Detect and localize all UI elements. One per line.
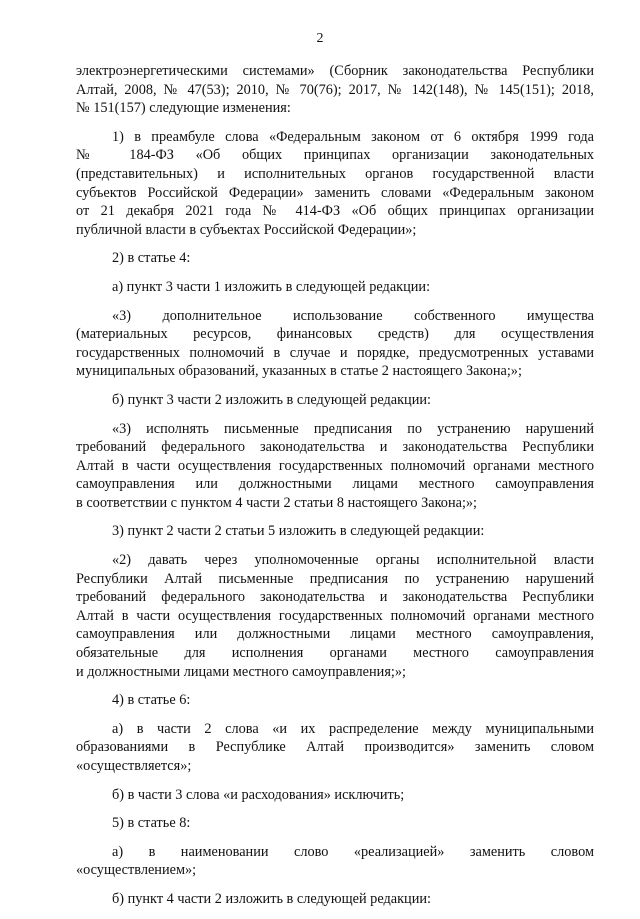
text-line: образованиями в Республике Алтай производится» заменить словом xyxy=(76,739,594,756)
text-line: «осуществляется»; xyxy=(76,758,192,774)
text-line: от 21 декабря 2021 года № 414-ФЗ «Об общих принципах организации xyxy=(76,203,594,220)
text-line: 4) в статье 6: xyxy=(112,692,191,709)
text-line: Алтай, 2008, № 47(53); 2010, № 70(76); 2017, № 142(148), № 145(151); 2018, xyxy=(76,81,594,98)
text-line: «3) исполнять письменные предписания по устранению нарушений xyxy=(112,420,594,437)
text-line: самоуправления или должностными лицами местного самоуправления xyxy=(76,476,594,493)
text-line: б) пункт 3 части 2 изложить в следующей редакции: xyxy=(112,391,431,408)
text-line: № 184-ФЗ «Об общих принципах организации законодательных xyxy=(76,147,594,164)
text-line: Республики Алтай письменные предписания по устранению нарушений xyxy=(76,570,594,587)
document-body xyxy=(76,62,594,919)
text-line: 3) пункт 2 части 2 статьи 5 изложить в следующей редакции: xyxy=(112,523,485,540)
text-line: а) в наименовании слово «реализацией» заменить словом xyxy=(112,843,594,860)
paragraph xyxy=(76,249,594,268)
paragraph xyxy=(76,890,594,909)
text-line: 5) в статье 8: xyxy=(112,815,191,832)
text-line: № 151(157) следующие изменения: xyxy=(76,100,291,117)
paragraph xyxy=(76,278,594,297)
text-line: «2) давать через уполномоченные органы исполнительной власти xyxy=(112,552,594,569)
paragraph xyxy=(76,128,594,240)
text-line: субъектов Российской Федерации» заменить словами «Федеральным законом xyxy=(76,184,594,201)
paragraph xyxy=(76,420,594,513)
text-line: государственных полномочий в случае и порядке, предусмотренных уставами xyxy=(76,344,594,361)
paragraph xyxy=(76,814,594,833)
text-line: и должностными лицами местного самоуправления;»; xyxy=(76,663,407,680)
text-line: а) пункт 3 части 1 изложить в следующей редакции: xyxy=(112,278,431,295)
paragraph xyxy=(76,691,594,710)
paragraph xyxy=(76,843,594,880)
text-line: 1) в преамбуле слова «Федеральным законом от 6 октября 1999 года xyxy=(112,128,594,145)
paragraph xyxy=(76,786,594,805)
text-line: «3) дополнительное использование собственного имущества xyxy=(112,307,594,324)
text-line: (материальных ресурсов, финансовых средств) для осуществления xyxy=(76,326,594,343)
text-line: «осуществлением»; xyxy=(76,862,197,879)
paragraph xyxy=(76,391,594,410)
text-line: (представительных) и исполнительных органов государственной власти xyxy=(76,165,594,182)
text-line: публичной власти в субъектах Российской Федерации»; xyxy=(76,221,417,238)
text-line: 2) в статье 4: xyxy=(112,250,191,267)
text-line: обязательные для исполнения органами местного самоуправления xyxy=(76,645,594,662)
text-line: б) в части 3 слова «и расходования» исключить; xyxy=(112,786,405,803)
text-line: а) в части 2 слова «и их распределение между муниципальными xyxy=(112,720,594,737)
paragraph xyxy=(76,307,594,381)
text-line: требований федерального законодательства и законодательства Республики xyxy=(76,439,594,456)
paragraph xyxy=(76,551,594,681)
text-line: муниципальных образований, указанных в статье 2 настоящего Закона;»; xyxy=(76,363,522,380)
text-line: требований федерального законодательства и законодательства Республики xyxy=(76,589,594,606)
text-line: Алтай в части осуществления государственных полномочий органами местного xyxy=(76,607,594,624)
paragraph xyxy=(76,62,594,118)
text-line: самоуправления или должностными лицами местного самоуправления, xyxy=(76,626,594,643)
paragraph xyxy=(76,522,594,541)
text-line: б) пункт 4 части 2 изложить в следующей редакции: xyxy=(112,890,431,907)
page-number: 2 xyxy=(316,31,324,46)
text-line: в соответствии с пунктом 4 части 2 статьи 8 настоящего Закона;»; xyxy=(76,494,478,511)
text-line: Алтай в части осуществления государственных полномочий органами местного xyxy=(76,457,594,474)
text-line: электроэнергетическими системами» (Сборник законодательства Республики xyxy=(76,63,594,79)
paragraph xyxy=(76,720,594,776)
